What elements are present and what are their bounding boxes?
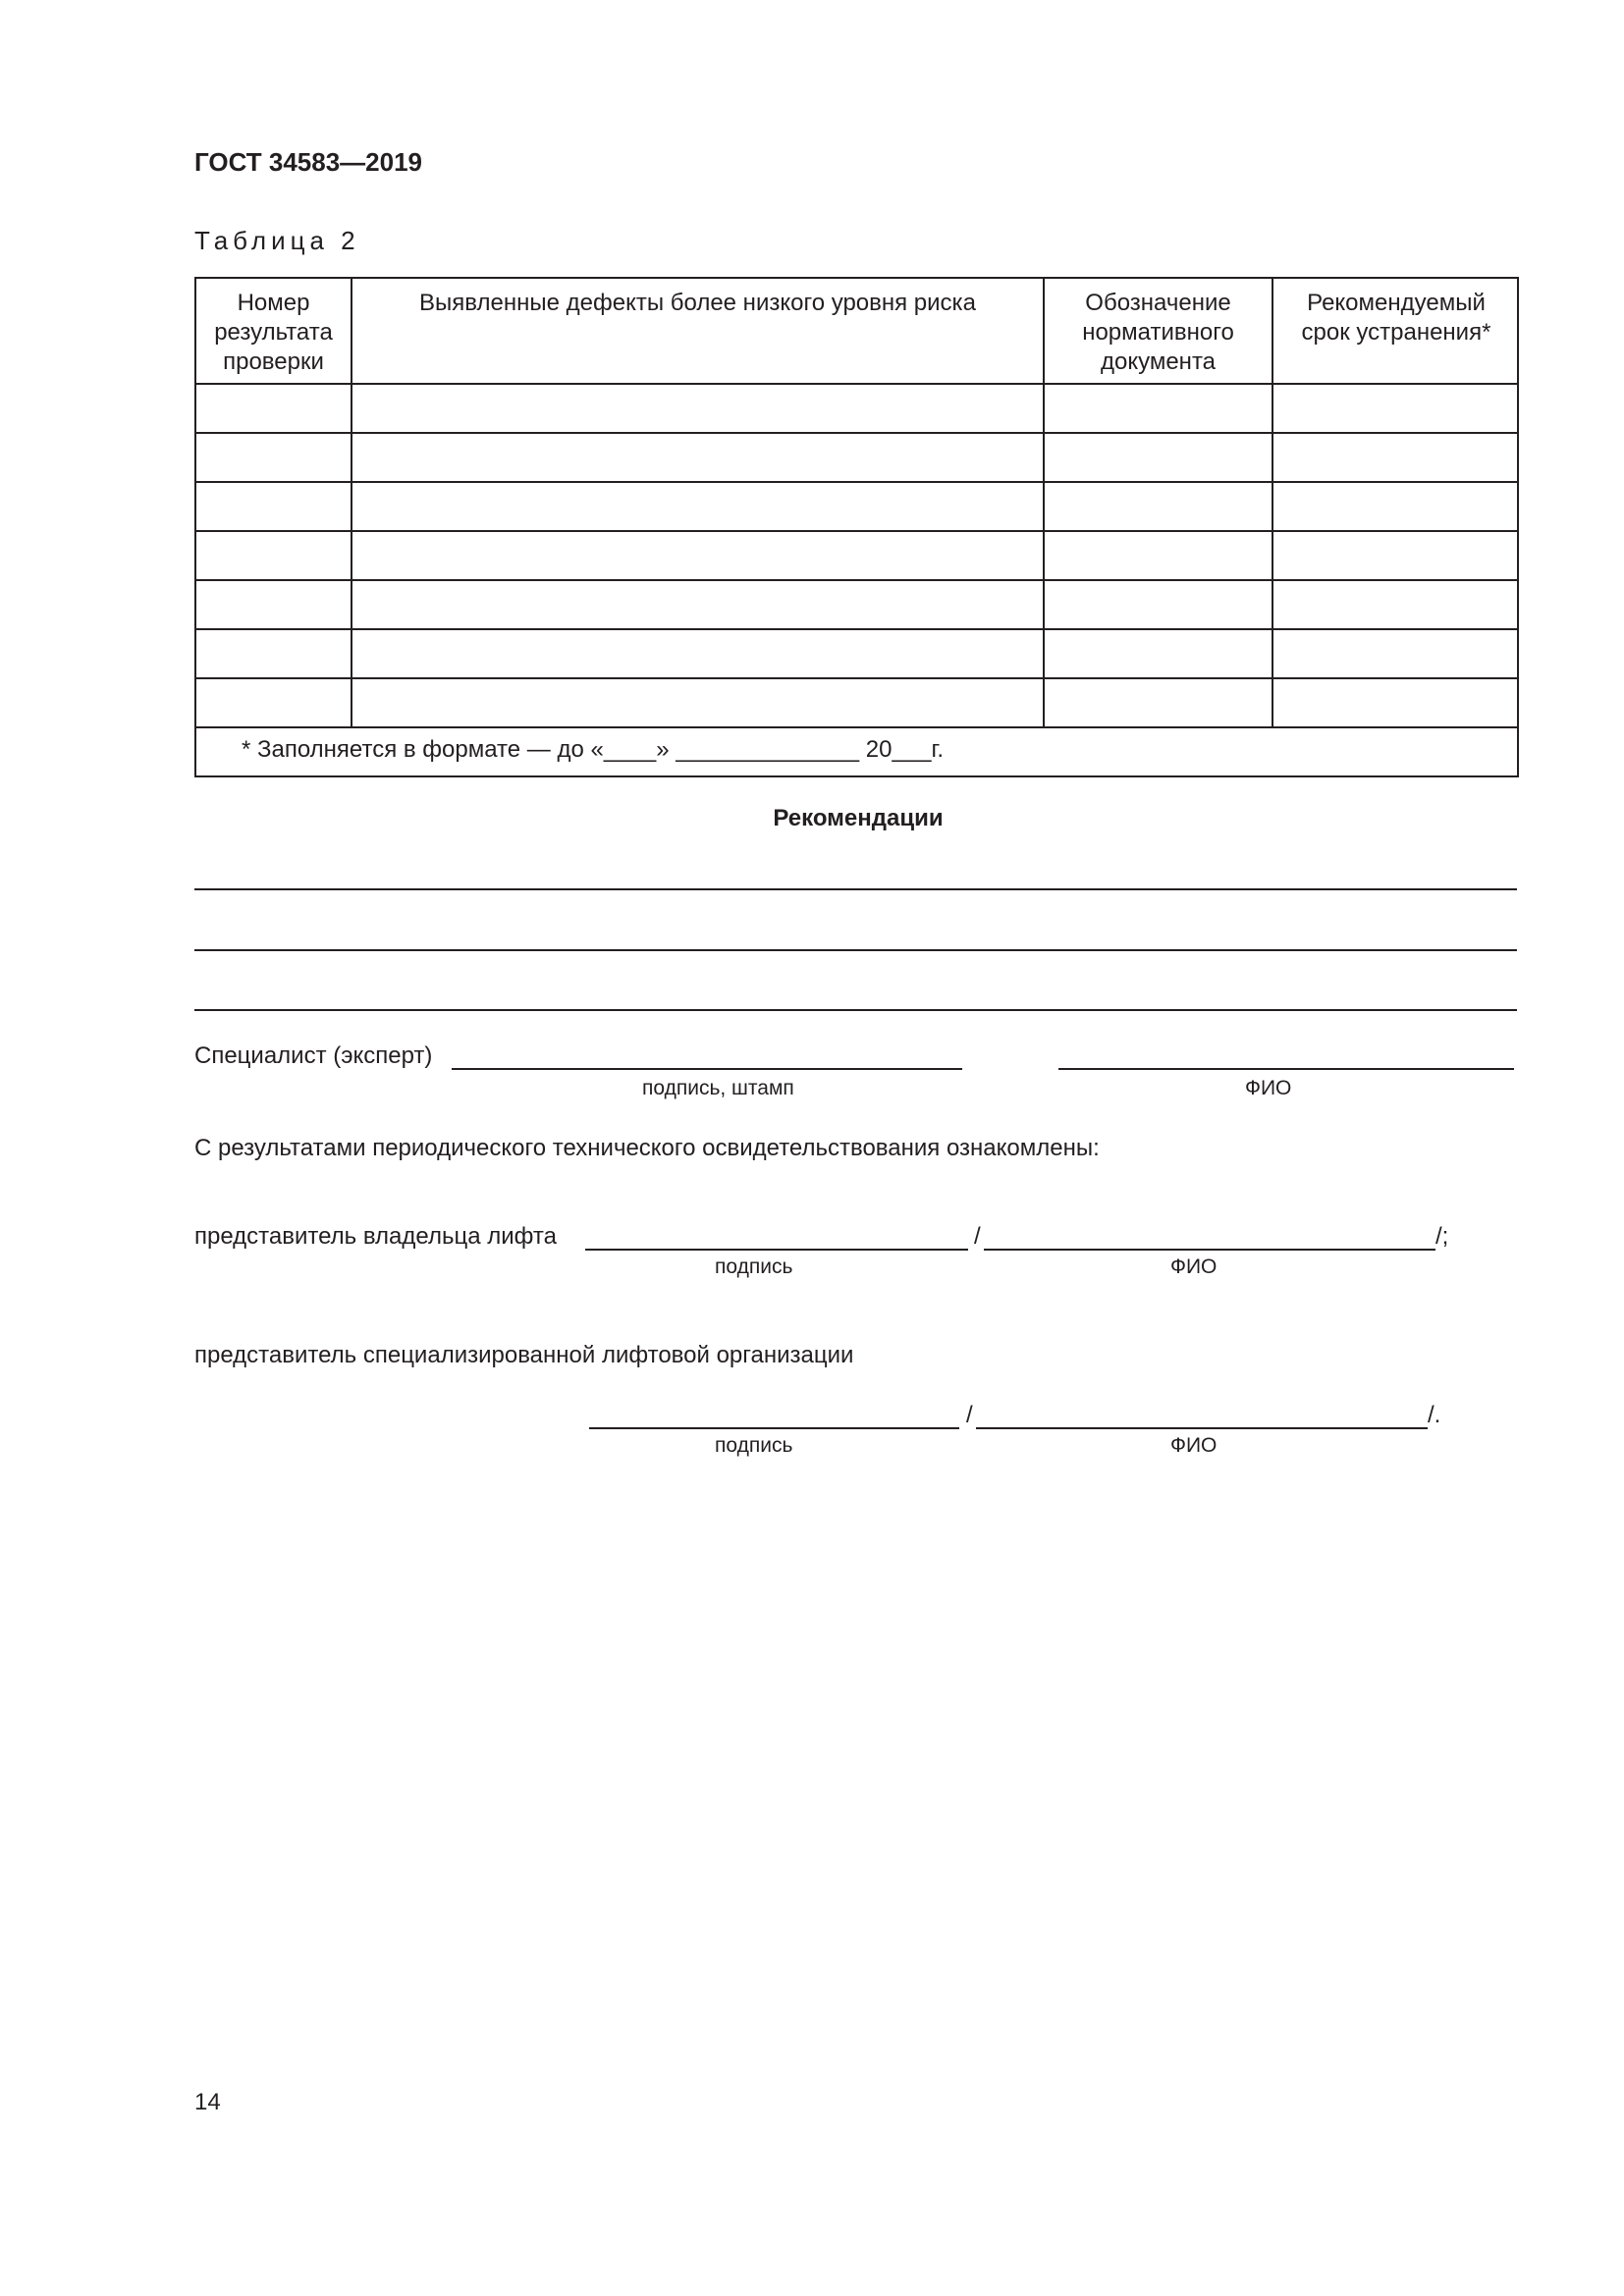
organization-name-caption: ФИО	[1170, 1434, 1218, 1457]
table-row	[196, 628, 1517, 630]
owner-name-line	[984, 1249, 1435, 1251]
specialist-name-caption: ФИО	[1245, 1077, 1292, 1099]
owner-line-end: /;	[1435, 1223, 1449, 1250]
defects-table	[194, 277, 1519, 777]
recommendations-line	[194, 949, 1517, 951]
organization-representative-label: представитель специализированной лифтовой организации	[194, 1342, 854, 1368]
table-row	[196, 726, 1517, 728]
recommendations-line	[194, 1009, 1517, 1011]
table-row	[196, 383, 1517, 385]
owner-signature-caption: подпись	[715, 1255, 793, 1278]
organization-name-line	[976, 1427, 1428, 1429]
organization-signature-caption: подпись	[715, 1434, 793, 1457]
table-row	[196, 677, 1517, 679]
recommendations-line	[194, 888, 1517, 890]
table-footnote: * Заполняется в формате — до «____» ______________ 20___г.	[242, 736, 944, 763]
column-header-recommended-deadline: Рекомендуемый срок устранения*	[1301, 290, 1491, 346]
organization-line-end: /.	[1428, 1402, 1441, 1428]
table-row	[196, 481, 1517, 483]
acknowledgement-text: С результатами периодического технического освидетельствования ознакомлены:	[194, 1135, 1100, 1161]
column-header-result-number: Номер результата проверки	[214, 290, 333, 375]
recommendations-title: Рекомендации	[773, 805, 944, 831]
specialist-label: Специалист (эксперт)	[194, 1042, 433, 1069]
table-row	[196, 432, 1517, 434]
column-divider	[351, 279, 352, 728]
page-number: 14	[194, 2089, 221, 2115]
standard-code: ГОСТ 34583—2019	[194, 147, 422, 177]
owner-separator: /	[974, 1223, 981, 1250]
owner-representative-label: представитель владельца лифта	[194, 1223, 557, 1250]
specialist-signature-line	[452, 1068, 962, 1070]
specialist-name-line	[1058, 1068, 1514, 1070]
column-header-defects: Выявленные дефекты более низкого уровня риска	[419, 290, 976, 316]
table-caption: Таблица 2	[194, 226, 360, 255]
organization-signature-line	[589, 1427, 959, 1429]
organization-separator: /	[966, 1402, 973, 1428]
owner-signature-line	[585, 1249, 968, 1251]
table-row	[196, 530, 1517, 532]
specialist-signature-caption: подпись, штамп	[642, 1077, 794, 1099]
column-header-normative-document: Обозначение нормативного документа	[1082, 290, 1234, 375]
owner-name-caption: ФИО	[1170, 1255, 1218, 1278]
table-row	[196, 579, 1517, 581]
